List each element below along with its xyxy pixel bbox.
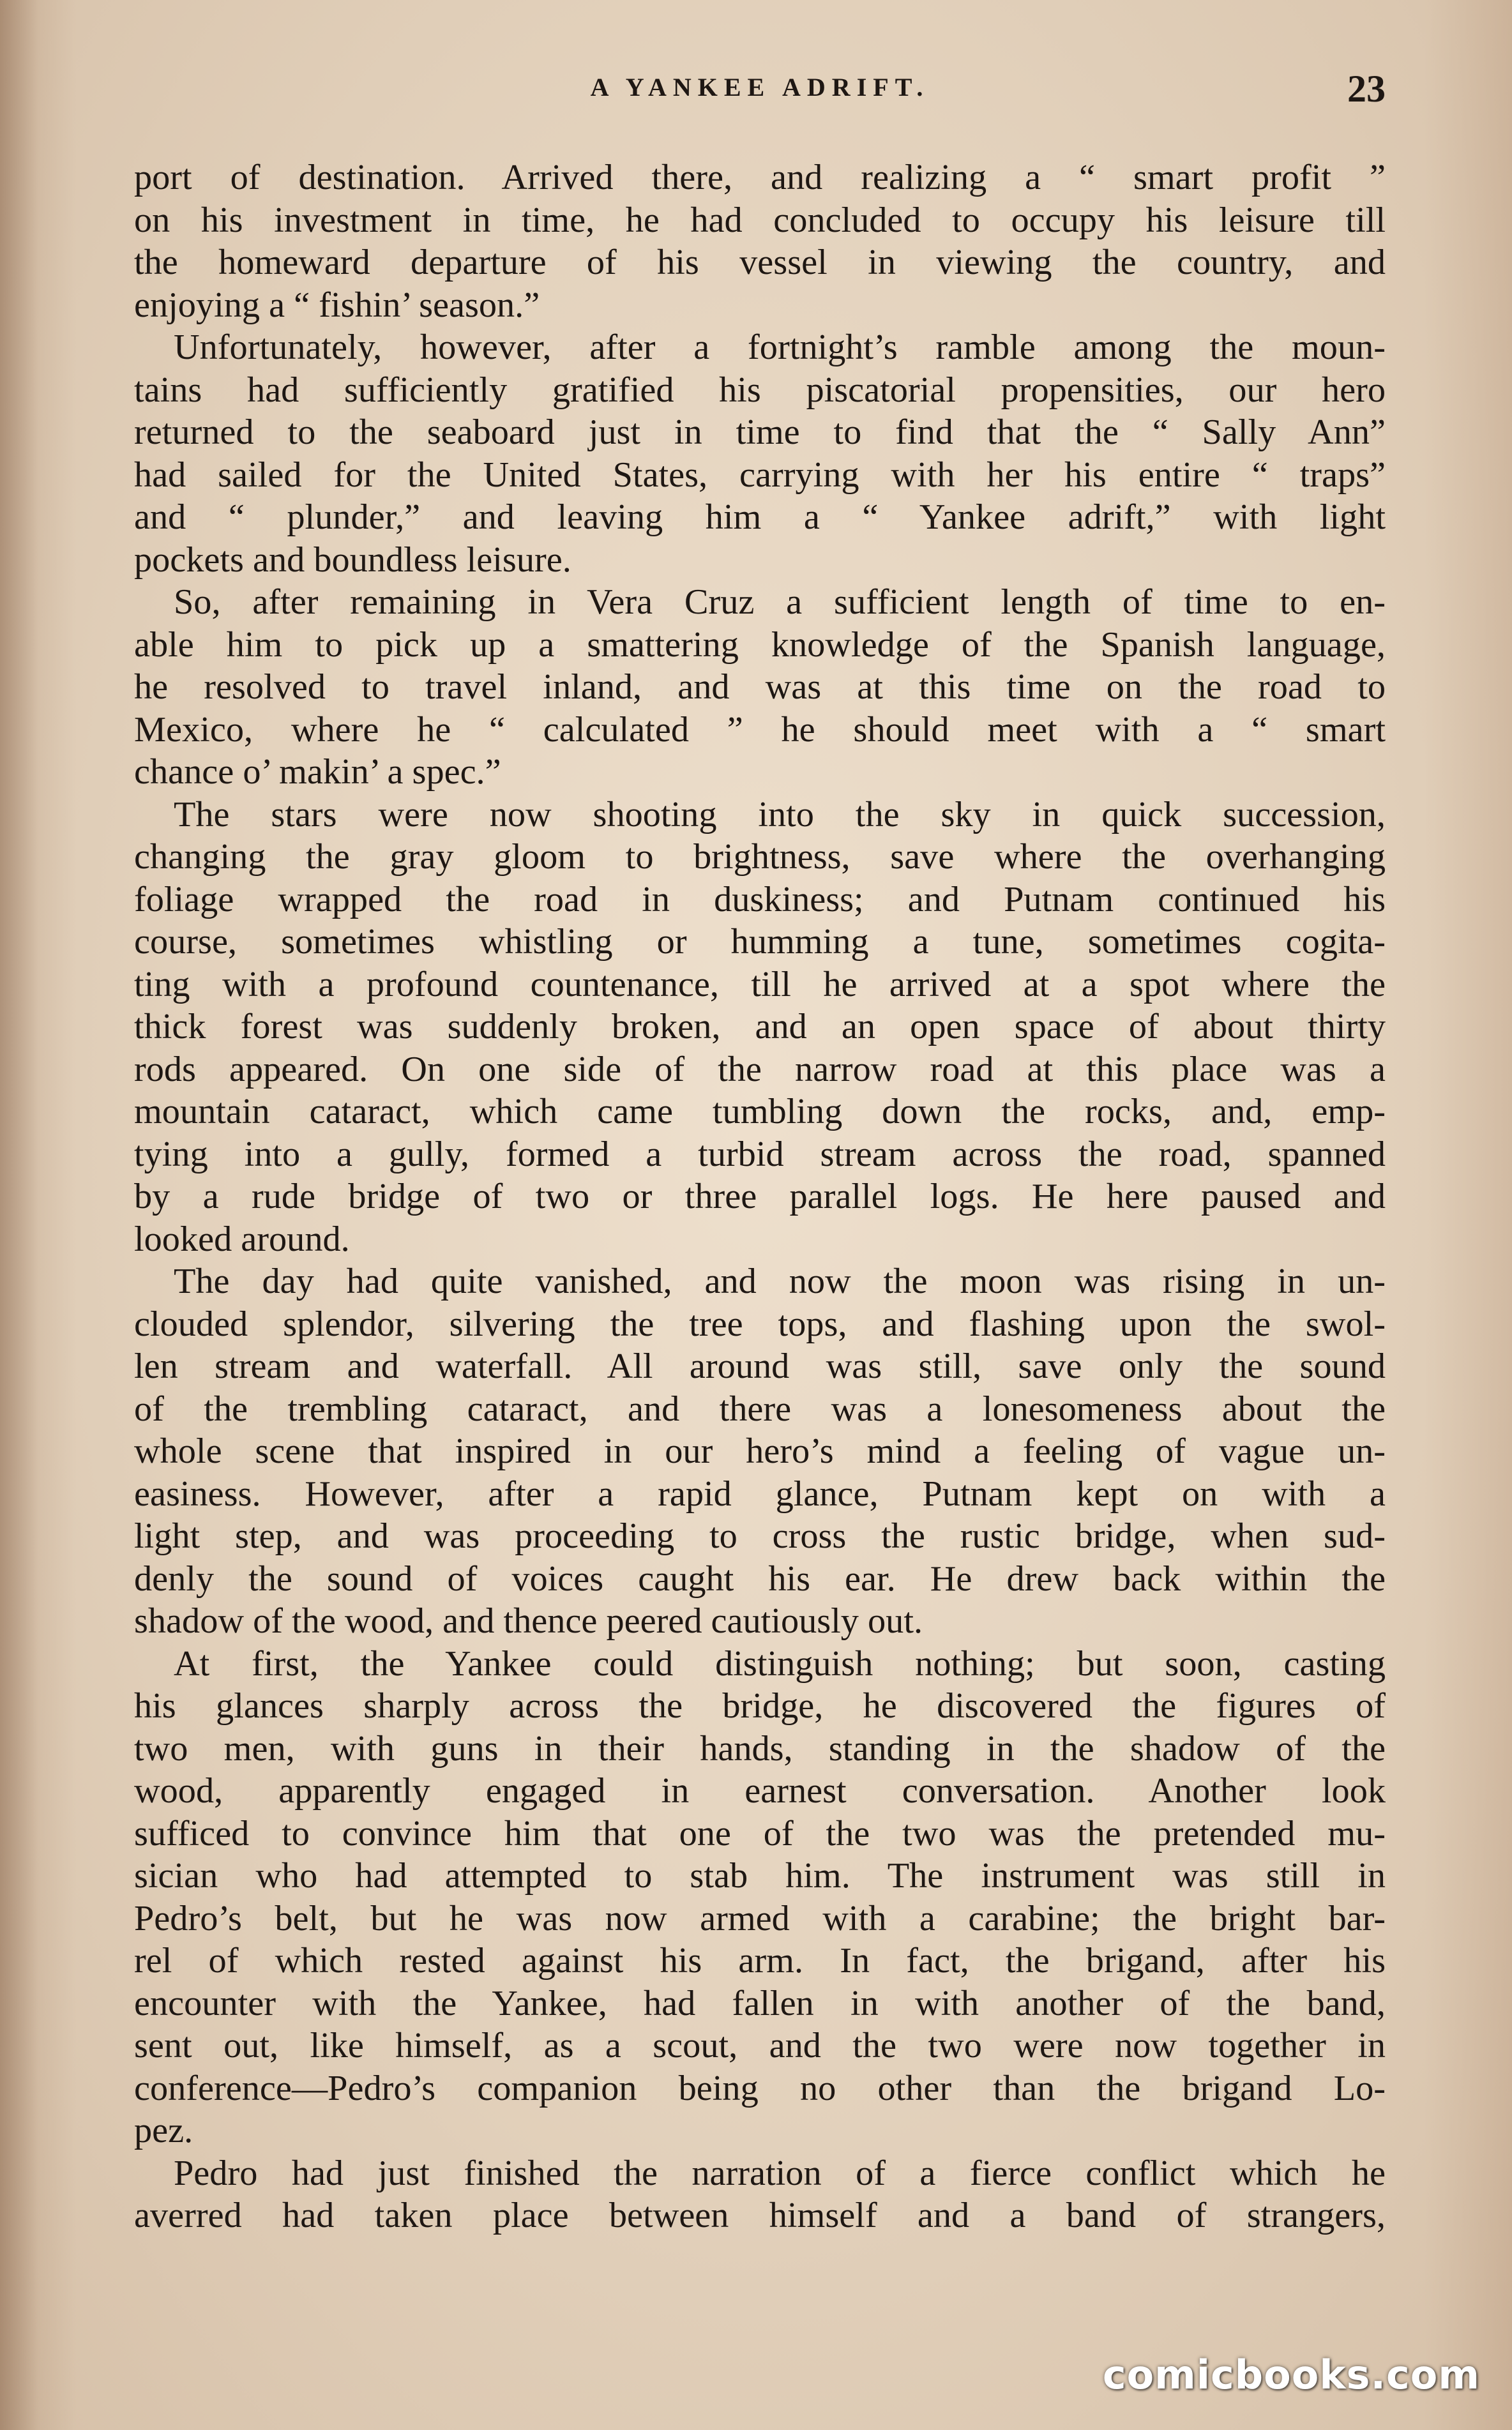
- text-line: Mexico, where he “ calculated ” he should meet with a “ smart: [134, 709, 1386, 750]
- running-head: [134, 67, 1386, 112]
- text-line: denly the sound of voices caught his ear. He drew back within the: [134, 1558, 1386, 1599]
- paragraph: [134, 581, 1386, 794]
- text-line: the homeward departure of his vessel in viewing the country, and: [134, 243, 1386, 282]
- text-line: had sailed for the United States, carrying with her his entire “ traps”: [134, 455, 1386, 495]
- text-line: whole scene that inspired in our hero’s mind a feeling of vague un-: [134, 1431, 1386, 1471]
- text-line: tying into a gully, formed a turbid stream across the road, spanned: [134, 1134, 1386, 1174]
- text-line: his glances sharply across the bridge, he discovered the figures of: [134, 1686, 1386, 1726]
- text-line: ting with a profound countenance, till he arrived at a spot where the: [134, 964, 1386, 1004]
- text-line: pockets and boundless leisure.: [134, 540, 571, 580]
- paragraph: [134, 794, 1386, 1261]
- text-line: course, sometimes whistling or humming a tune, sometimes cogita-: [134, 922, 1386, 962]
- text-line: on his investment in time, he had concluded to occupy his leisure till: [134, 200, 1386, 240]
- paragraph: [134, 1643, 1386, 2152]
- watermark-logo: comicbooks.com: [1102, 2351, 1480, 2398]
- text-line: easiness. However, after a rapid glance, Putnam kept on with a: [134, 1474, 1386, 1514]
- text-line: he resolved to travel inland, and was at this time on the road to: [134, 667, 1386, 707]
- text-line: tains had sufficiently gratified his piscatorial propensities, our hero: [134, 370, 1386, 410]
- text-line: The day had quite vanished, and now the moon was rising in un-: [174, 1262, 1386, 1301]
- text-line: Unfortunately, however, after a fortnight’s ramble among the moun-: [174, 328, 1386, 367]
- text-line: At first, the Yankee could distinguish nothing; but soon, casting: [174, 1643, 1386, 1684]
- text-line: port of destination. Arrived there, and realizing a “ smart profit ”: [134, 158, 1386, 197]
- text-line: conference—Pedro’s companion being no other than the brigand Lo-: [134, 2068, 1386, 2108]
- text-line: averred had taken place between himself and a band of strangers,: [134, 2196, 1386, 2235]
- paragraph: [134, 2152, 1386, 2237]
- text-line: sician who had attempted to stab him. The instrument was still in: [134, 1856, 1386, 1896]
- text-line: and “ plunder,” and leaving him a “ Yankee adrift,” with light: [134, 497, 1386, 537]
- running-title: A YANKEE ADRIFT.: [590, 73, 930, 102]
- text-line: changing the gray gloom to brightness, save where the overhanging: [134, 837, 1386, 877]
- text-line: sent out, like himself, as a scout, and the two were now together in: [134, 2026, 1386, 2065]
- text-line: two men, with guns in their hands, standing in the shadow of the: [134, 1728, 1386, 1769]
- text-line: Pedro had just finished the narration of a fierce conflict which he: [174, 2153, 1386, 2193]
- paragraph: [134, 156, 1386, 326]
- page-edge-shadow: [0, 0, 38, 2430]
- text-line: returned to the seaboard just in time to find that the “ Sally Ann”: [134, 412, 1386, 452]
- text-line: of the trembling cataract, and there was a lonesomeness about the: [134, 1389, 1386, 1429]
- text-line: wood, apparently engaged in earnest conversation. Another look: [134, 1771, 1386, 1811]
- body-text: [134, 156, 1386, 2237]
- paragraph: [134, 1260, 1386, 1643]
- text-line: rods appeared. On one side of the narrow road at this place was a: [134, 1049, 1386, 1089]
- text-line: pez.: [134, 2111, 193, 2150]
- text-line: Pedro’s belt, but he was now armed with a carabine; the bright bar-: [134, 1898, 1386, 1938]
- text-line: light step, and was proceeding to cross the rustic bridge, when sud-: [134, 1516, 1386, 1556]
- text-line: encounter with the Yankee, had fallen in with another of the band,: [134, 1983, 1386, 2023]
- text-line: The stars were now shooting into the sky in quick succession,: [174, 794, 1386, 834]
- text-line: sufficed to convince him that one of the two was the pretended mu-: [134, 1813, 1386, 1853]
- page-number: 23: [1347, 68, 1386, 110]
- text-line: mountain cataract, which came tumbling down the rocks, and, emp-: [134, 1092, 1386, 1131]
- text-line: chance o’ makin’ a spec.”: [134, 752, 501, 792]
- text-line: foliage wrapped the road in duskiness; and Putnam continued his: [134, 879, 1386, 919]
- text-line: len stream and waterfall. All around was still, save only the sound: [134, 1347, 1386, 1386]
- text-line: thick forest was suddenly broken, and an open space of about thirty: [134, 1007, 1386, 1046]
- text-line: So, after remaining in Vera Cruz a sufficient length of time to en-: [174, 582, 1386, 622]
- text-line: able him to pick up a smattering knowledge of the Spanish language,: [134, 624, 1386, 665]
- paragraph: [134, 326, 1386, 581]
- text-line: clouded splendor, silvering the tree tops, and flashing upon the swol-: [134, 1304, 1386, 1344]
- text-line: shadow of the wood, and thence peered cautiously out.: [134, 1601, 923, 1641]
- text-line: by a rude bridge of two or three parallel logs. He here paused and: [134, 1177, 1386, 1216]
- text-line: looked around.: [134, 1219, 350, 1259]
- text-line: enjoying a “ fishin’ season.”: [134, 285, 540, 325]
- text-line: rel of which rested against his arm. In fact, the brigand, after his: [134, 1941, 1386, 1981]
